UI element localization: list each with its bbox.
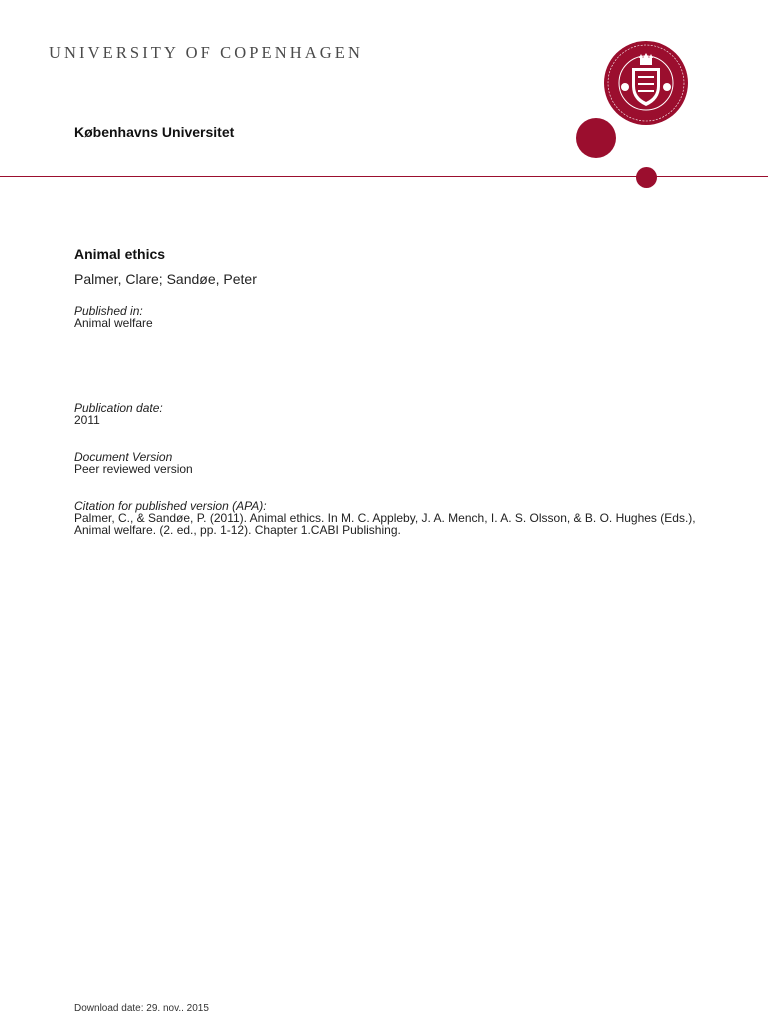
download-date: Download date: 29. nov.. 2015: [74, 1003, 209, 1014]
document-authors: Palmer, Clare; Sandøe, Peter: [74, 271, 257, 287]
publication-date-value: 2011: [74, 413, 100, 427]
university-name: UNIVERSITY OF COPENHAGEN: [49, 43, 363, 62]
institution-name: Københavns Universitet: [74, 124, 235, 140]
document-version-label: Document Version: [74, 450, 173, 464]
published-in-section: [74, 305, 724, 329]
published-in-value: Animal welfare: [74, 316, 153, 330]
decorative-large-dot: [576, 118, 616, 158]
publication-date-label: Publication date:: [74, 401, 163, 415]
citation-label: Citation for published version (APA):: [74, 499, 267, 513]
decorative-small-dot: [636, 167, 657, 188]
header-divider: [0, 176, 768, 177]
document-title: Animal ethics: [74, 246, 166, 262]
published-in-label: Published in:: [74, 304, 143, 318]
document-version-section: [74, 451, 724, 475]
document-version-value: Peer reviewed version: [74, 462, 193, 476]
record-details: [74, 246, 724, 536]
citation-section: [74, 500, 724, 536]
university-seal-icon: [603, 40, 689, 126]
citation-value: Palmer, C., & Sandøe, P. (2011). Animal ethics. In M. C. Appleby, J. A. Mench, I. A. S. Olsson, & B. O. Hughes (Eds.), Animal welfare. (2. ed., pp. 1-12). Chapter 1.CABI Publishing.: [74, 511, 696, 537]
publication-date-section: [74, 402, 724, 426]
